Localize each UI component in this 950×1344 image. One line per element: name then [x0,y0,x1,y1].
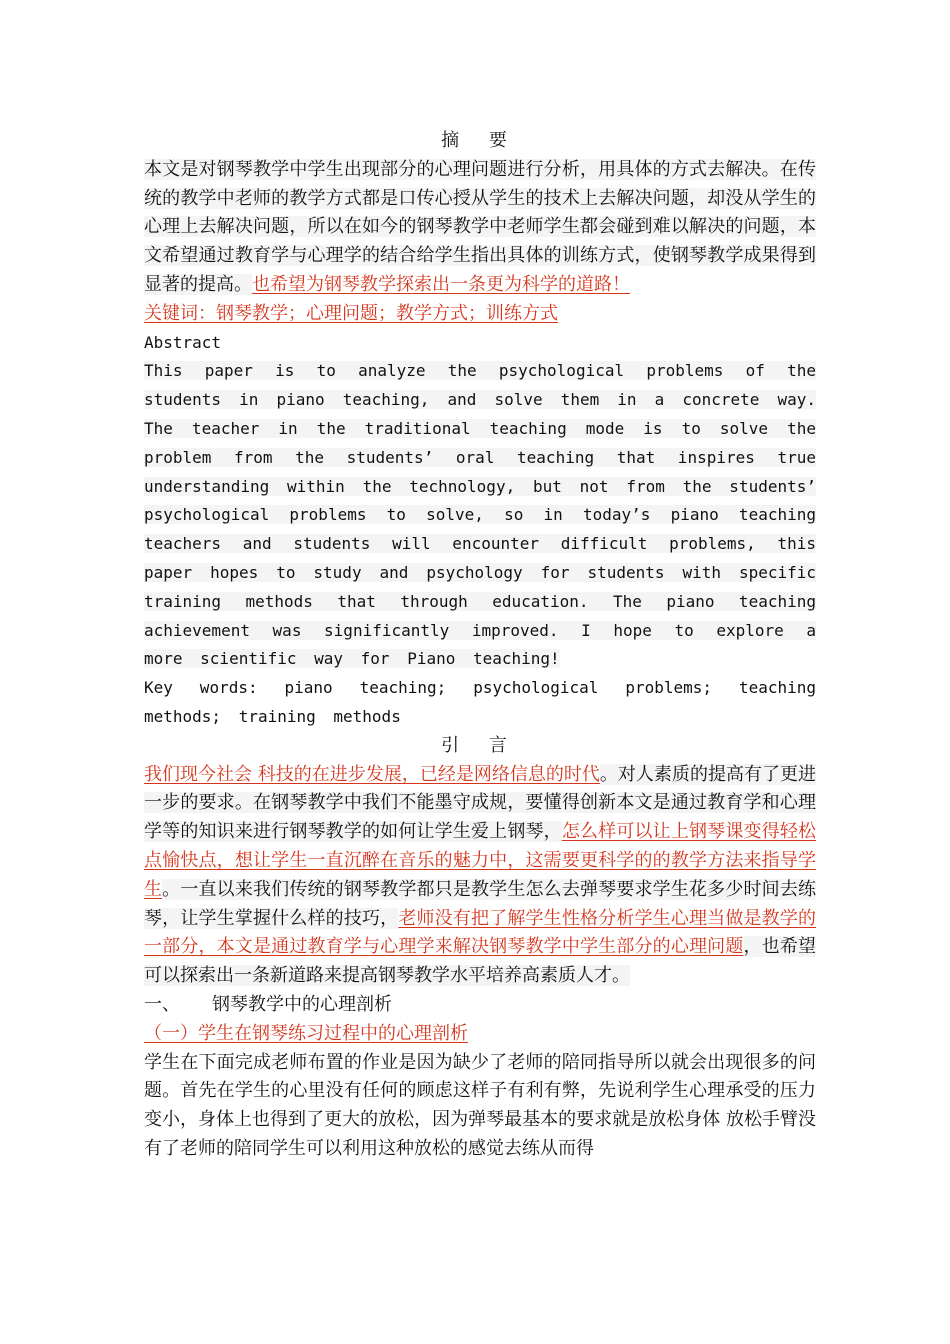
section-1-heading [144,991,816,1020]
intro-highlight-2: 怎么样可以让上钢琴课变得轻松点愉快点，想让学生一直沉醉在音乐的魅力中，这需要更科学的的教学方法来指导学生 [144,821,817,900]
keywords-zh-text: 关键词：钢琴教学；心理问题；教学方式；训练方式 [144,302,558,324]
abstract-zh-body: 本文是对钢琴教学中学生出现部分的心理问题进行分析，用具体的方式去解决。在传统的教学中老师的教学方式都是口传心授从学生的技术上去解决问题，却没从学生的心理上去解决问题，所以在如今的钢琴教学中老师学生都会碰到难以解决的问题，本文希望通过教育学与心理学的结合给学生指出具体的训练方式，使钢琴教学成果得到显著的提高。 [144,158,816,295]
intro-highlight-3: 老师没有把了解学生性格分析学生心理当做是教学的一部分，本文是通过教育学与心理学来解决钢琴教学中学生部分的心理问题 [144,907,817,958]
keywords-zh [144,300,816,329]
abstract-zh-body-highlight: 也希望为钢琴教学探索出一条更为科学的道路！ [252,273,630,295]
subsection-1-heading [144,1020,816,1049]
intro-text-2: 。一直以来我们传统的钢琴教学都只是教学生怎么去弹琴要求学生花多少时间去练琴，让学生掌握什么样的技巧， [144,878,817,929]
intro-text-3: ，也希望可以探索出一条新道路来提高钢琴教学水平培养高素质人才。 [144,936,816,987]
section-1-title: 钢琴教学中的心理剖析 [212,993,392,1015]
document-page [144,127,816,1164]
subsection-1-body: 学生在下面完成老师布置的作业是因为缺少了老师的陪同指导所以就会出现很多的问题。首先在学生的心里没有任何的顾虑这样子有利有弊，先说利学生心理承受的压力变小，身体上也得到了更大的放松，因为弹琴最基本的要求就是放松身体 放松手臂没有了老师的陪同学生可以利用这种放松的感觉去练从而得 [144,1051,816,1159]
abstract-heading: 摘 要 [441,130,519,151]
section-1-number: 一、 [144,993,180,1015]
intro-heading: 引 言 [441,734,519,756]
abstract-zh-paragraph [144,156,816,300]
keywords-en: Key words: piano teaching; psychological problems; teaching methods; training methods [144,678,816,726]
intro-text-1: 。对人素质的提高有了更进一步的要求。在钢琴教学中我们不能墨守成规，要懂得创新本文是通过教育学和心理学等的知识来进行钢琴教学的如何让学生爱上钢琴， [144,763,816,843]
abstract-en-body: This paper is to analyze the psychological problems of the students in piano teaching, and solve them in a concrete way. The teacher in the traditional teaching mode is to solve the problem from the students’ oral teaching that inspires true understanding within the technology, but not from the students’ psychological problems to solve, so in today’s piano teaching teachers and students will encounter difficult problems, this paper hopes to study and psychology for students with specific training methods that through education. The piano teaching achievement was significantly improved. I hope to explore a more scientific way for Piano teaching! [144,361,816,669]
abstract-en-heading: Abstract [144,332,222,352]
subsection-1-title: （一）学生在钢琴练习过程中的心理剖析 [144,1022,468,1044]
intro-paragraph [144,761,816,991]
subsection-1-paragraph [144,1049,816,1164]
abstract-en-paragraph [144,357,816,674]
intro-highlight-1: 我们现今社会 科技的在进步发展，已经是网络信息的时代 [144,763,600,785]
